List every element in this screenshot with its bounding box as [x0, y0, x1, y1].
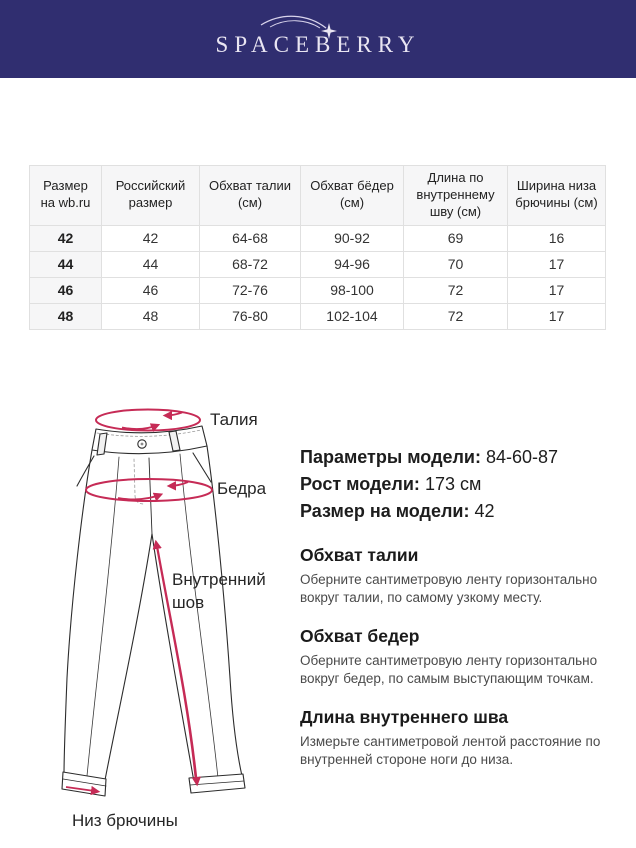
instruction-title: Длина внутреннего шва [300, 707, 509, 727]
inseam-label: Внутренний шов [172, 570, 266, 612]
fly-stitch [134, 459, 144, 504]
instruction-title: Обхват талии [300, 545, 419, 565]
size-cell: 17 [508, 303, 606, 329]
size-cell: 16 [508, 225, 606, 251]
instruction-waist [300, 544, 618, 606]
size-cell: 72-76 [200, 277, 301, 303]
trousers-diagram [30, 393, 280, 843]
size-cell: 46 [30, 277, 102, 303]
instruction-hips [300, 625, 618, 687]
hips-label: Бедра [217, 479, 267, 498]
instruction-text: Оберните сантиметровую ленту горизонтально вокруг бедер, по самым выступающим точкам. [300, 653, 598, 686]
size-cell: 42 [102, 225, 200, 251]
brand-header [0, 0, 636, 78]
instruction-text: Измерьте сантиметровой лентой расстояние по внутренней стороне ноги до низа. [300, 734, 601, 767]
table-row [30, 225, 606, 251]
size-cell: 44 [30, 251, 102, 277]
instruction-title: Обхват бедер [300, 626, 420, 646]
model-params-label: Параметры модели: [300, 447, 481, 467]
cuff-left [62, 772, 106, 796]
size-cell: 17 [508, 277, 606, 303]
model-height-line [300, 471, 618, 498]
size-cell: 72 [404, 277, 508, 303]
model-size-label: Размер на модели: [300, 501, 470, 521]
table-row [30, 303, 606, 329]
size-cell: 76-80 [200, 303, 301, 329]
hem-label: Низ брючины [72, 811, 178, 830]
pocket-left [77, 456, 94, 486]
model-height-label: Рост модели: [300, 474, 420, 494]
model-params-line [300, 444, 618, 471]
size-cell: 48 [102, 303, 200, 329]
table-row [30, 277, 606, 303]
size-cell: 17 [508, 251, 606, 277]
col-header-hips: Обхват бёдер (см) [301, 166, 404, 226]
size-cell: 102-104 [301, 303, 404, 329]
model-params-value: 84-60-87 [486, 447, 559, 467]
waist-label: Талия [210, 410, 258, 429]
size-table [29, 165, 606, 330]
size-cell: 90-92 [301, 225, 404, 251]
instruction-text: Оберните сантиметровую ленту горизонтально вокруг талии, по самому узкому месту. [300, 572, 598, 605]
model-size-value: 42 [474, 501, 495, 521]
size-cell: 98-100 [301, 277, 404, 303]
measurement-info [300, 444, 618, 768]
model-size-line [300, 498, 618, 525]
size-cell: 94-96 [301, 251, 404, 277]
size-cell: 46 [102, 277, 200, 303]
size-cell: 48 [30, 303, 102, 329]
col-header-wb-size: Размер на wb.ru [30, 166, 102, 226]
col-header-inseam: Длина по внутреннему шву (см) [404, 166, 508, 226]
brand-logo: SPACEBERRY [215, 32, 421, 57]
col-header-waist: Обхват талии (см) [200, 166, 301, 226]
col-header-ru-size: Российский размер [102, 166, 200, 226]
model-height-value: 173 см [424, 474, 482, 494]
size-cell: 69 [404, 225, 508, 251]
table-header-row [30, 166, 606, 226]
size-cell: 42 [30, 225, 102, 251]
size-cell: 70 [404, 251, 508, 277]
size-cell: 64-68 [200, 225, 301, 251]
col-header-hem-width: Ширина низа брючины (см) [508, 166, 606, 226]
instruction-inseam [300, 706, 618, 768]
size-cell: 68-72 [200, 251, 301, 277]
size-cell: 72 [404, 303, 508, 329]
table-row [30, 251, 606, 277]
size-cell: 44 [102, 251, 200, 277]
